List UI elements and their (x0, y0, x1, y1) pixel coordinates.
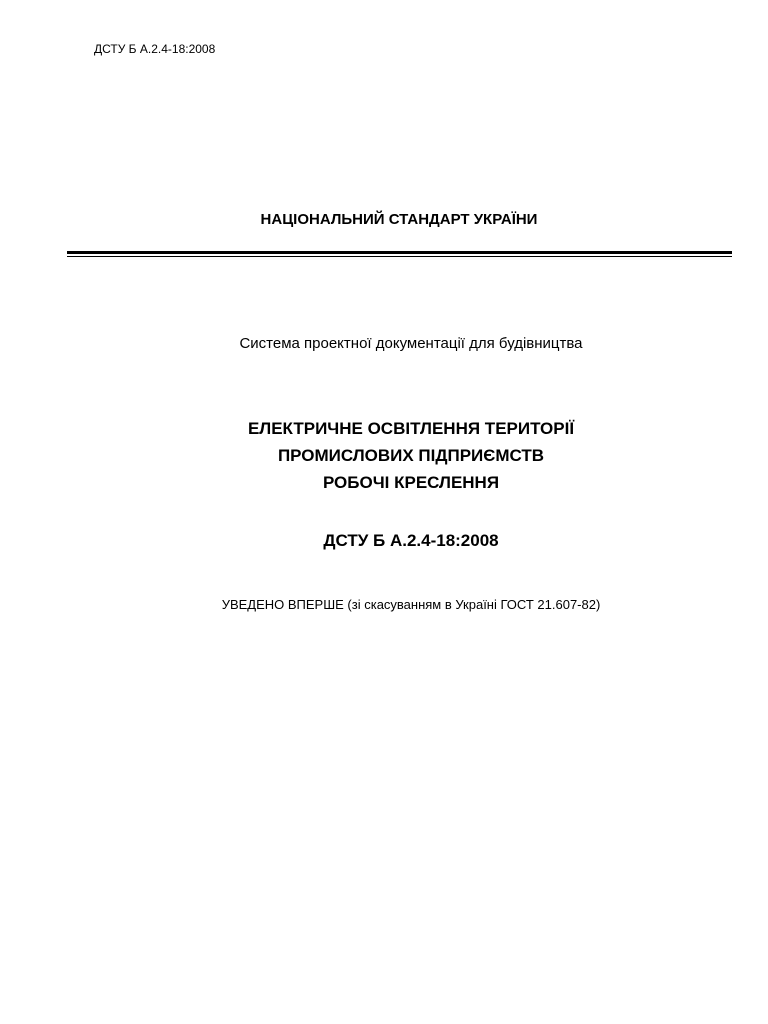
title-rule-thick (67, 251, 732, 254)
title-rule-thin (67, 256, 732, 257)
main-title-line-1: ЕЛЕКТРИЧНЕ ОСВІТЛЕННЯ ТЕРИТОРІЇ (247, 419, 575, 438)
main-title-line-2: ПРОМИСЛОВИХ ПІДПРИЄМСТВ (277, 446, 545, 465)
national-standard-title: НАЦІОНАЛЬНИЙ СТАНДАРТ УКРАЇНИ (260, 211, 538, 228)
main-title (0, 415, 768, 496)
main-title-line-3: РОБОЧІ КРЕСЛЕННЯ (322, 473, 500, 492)
introduction-note: УВЕДЕНО ВПЕРШЕ (зі скасуванням в Україні ГОСТ 21.607-82) (221, 597, 601, 612)
system-title: Система проектної документації для будівництва (239, 335, 583, 352)
standard-code: ДСТУ Б А.2.4-18:2008 (323, 531, 499, 550)
header-document-code: ДСТУ Б А.2.4-18:2008 (94, 42, 216, 56)
